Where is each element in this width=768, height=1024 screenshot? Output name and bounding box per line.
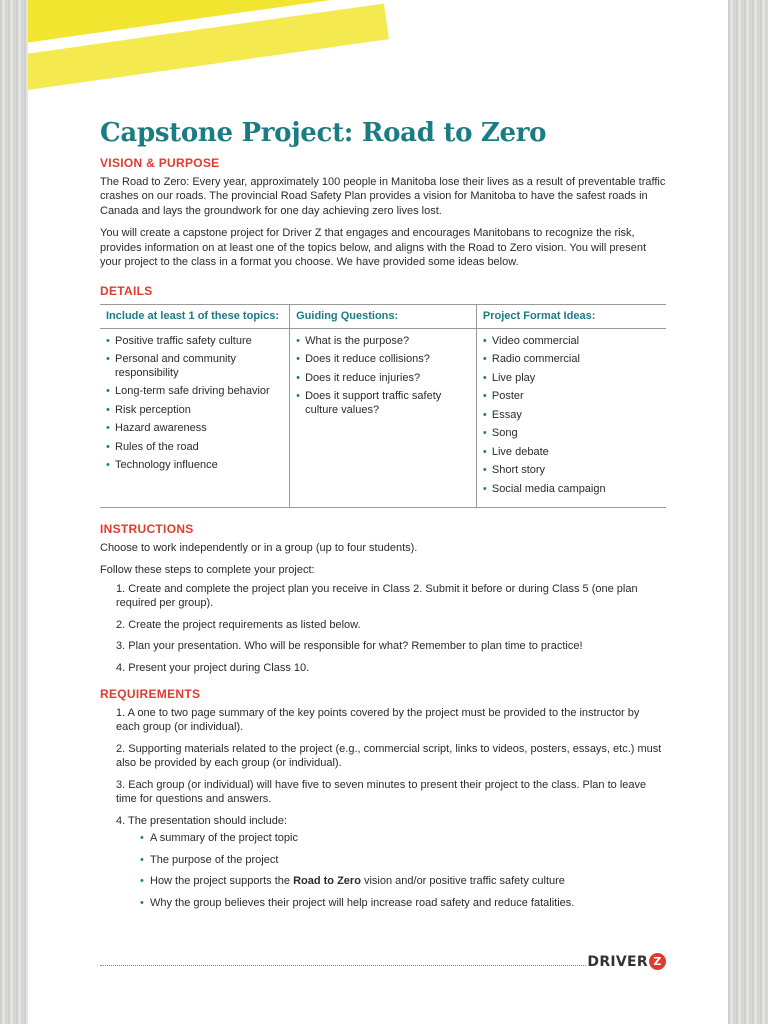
list-item: 1. A one to two page summary of the key points covered by the project must be provided to the instructor by each group (or individual). — [116, 706, 640, 733]
list-item: 3. Plan your presentation. Who will be responsible for what? Remember to plan time to practice! — [116, 640, 583, 652]
list-item: • Social media campaign — [483, 483, 660, 497]
paper-texture-right — [728, 0, 768, 1024]
list-item: • A summary of the project topic — [140, 831, 666, 846]
topics-column-header: Include at least 1 of these topics: — [100, 305, 290, 329]
list-item: • Why the group believes their project will help increase road safety and reduce fatalities. — [140, 896, 666, 911]
list-item: • Essay — [483, 409, 660, 423]
presentation-contents-list — [116, 831, 666, 910]
instructions-paragraph-1: Choose to work independently or in a group (up to four students). — [100, 541, 418, 554]
formats-list — [483, 335, 660, 497]
logo-z-mark: Z — [649, 953, 666, 970]
details-section — [100, 284, 666, 509]
list-item: • Radio commercial — [483, 353, 660, 367]
vision-paragraph-1: The Road to Zero: Every year, approximately 100 people in Manitoba lose their lives as a result of preventable traffic crashes on our roads. The provincial Road Safety Plan provides a vision for Manitoba to have the safest roads in Canada and lays the groundwork for one day achieving zero lives lost. — [100, 175, 666, 217]
sub-item-text: vision and/or positive traffic safety culture — [360, 875, 565, 887]
vision-paragraph-2: You will create a capstone project for Driver Z that engages and encourages Manitobans to recognize the risk, provides information on at least one of the topics below, and aligns with the Road to Zero vision. You will present your project to the class in a format you choose. We have provided some ideas below. — [100, 227, 647, 268]
list-item: • Personal and community responsibility — [106, 353, 283, 380]
list-item: • Live debate — [483, 446, 660, 460]
page-footer — [100, 950, 666, 974]
instructions-paragraph-2: Follow these steps to complete your project: — [100, 564, 315, 576]
list-item: • Live play — [483, 372, 660, 386]
sub-item-text: How the project supports the — [150, 875, 294, 887]
list-item: • Does it reduce collisions? — [296, 353, 470, 367]
driver-z-logo — [587, 953, 666, 970]
list-item: • The purpose of the project — [140, 853, 666, 868]
vision-section — [100, 156, 666, 270]
list-item: • What is the purpose? — [296, 335, 470, 349]
details-table — [100, 304, 666, 508]
questions-column-header: Guiding Questions: — [290, 305, 477, 329]
list-item: 2. Create the project requirements as listed below. — [116, 618, 361, 631]
requirements-heading: REQUIREMENTS — [100, 687, 201, 701]
topics-cell — [100, 328, 290, 508]
vision-heading: VISION & PURPOSE — [100, 156, 220, 170]
list-item: 2. Supporting materials related to the project (e.g., commercial script, links to videos, posters, essays, etc.) must also be provided by each group (or individual). — [116, 742, 662, 769]
list-item: • Long-term safe driving behavior — [106, 385, 283, 399]
list-item: • Does it reduce injuries? — [296, 372, 470, 386]
list-item: • Rules of the road — [106, 441, 283, 455]
list-item: 4. Present your project during Class 10. — [116, 661, 310, 674]
list-item — [140, 874, 666, 889]
road-to-zero-emphasis: Road to Zero — [293, 875, 361, 887]
requirements-list — [100, 706, 666, 911]
list-item: • Short story — [483, 464, 660, 478]
list-item: • Poster — [483, 390, 660, 404]
formats-column-header: Project Format Ideas: — [476, 305, 666, 329]
questions-list — [296, 335, 470, 418]
list-item: 3. Each group (or individual) will have five to seven minutes to present their project to the class. Plan to leave time for questions and answers. — [116, 778, 647, 805]
list-item: • Positive traffic safety culture — [106, 335, 283, 349]
formats-cell — [476, 328, 666, 508]
topics-list — [106, 335, 283, 473]
list-item: • Song — [483, 427, 660, 441]
logo-wordmark: DRIVER — [587, 953, 648, 970]
list-item: 1. Create and complete the project plan you receive in Class 2. Submit it before or during Class 5 (one plan required per group). — [116, 582, 638, 609]
document-page — [28, 0, 728, 1024]
instructions-section — [100, 522, 666, 675]
instructions-heading: INSTRUCTIONS — [100, 522, 194, 536]
list-item: • Video commercial — [483, 335, 660, 349]
questions-cell — [290, 328, 477, 508]
list-item: • Technology influence — [106, 459, 283, 473]
list-item: • Hazard awareness — [106, 422, 283, 436]
page-content — [100, 116, 666, 920]
list-item: • Risk perception — [106, 404, 283, 418]
list-item: • Does it support traffic safety culture values? — [296, 390, 470, 417]
footer-dotted-rule — [100, 965, 586, 966]
instruction-steps — [100, 582, 666, 676]
requirement-4-label: 4. The presentation should include: — [116, 814, 288, 827]
details-heading: DETAILS — [100, 283, 153, 298]
page-title: Capstone Project: Road to Zero — [100, 118, 547, 148]
list-item — [116, 814, 666, 911]
requirements-section — [100, 687, 666, 910]
